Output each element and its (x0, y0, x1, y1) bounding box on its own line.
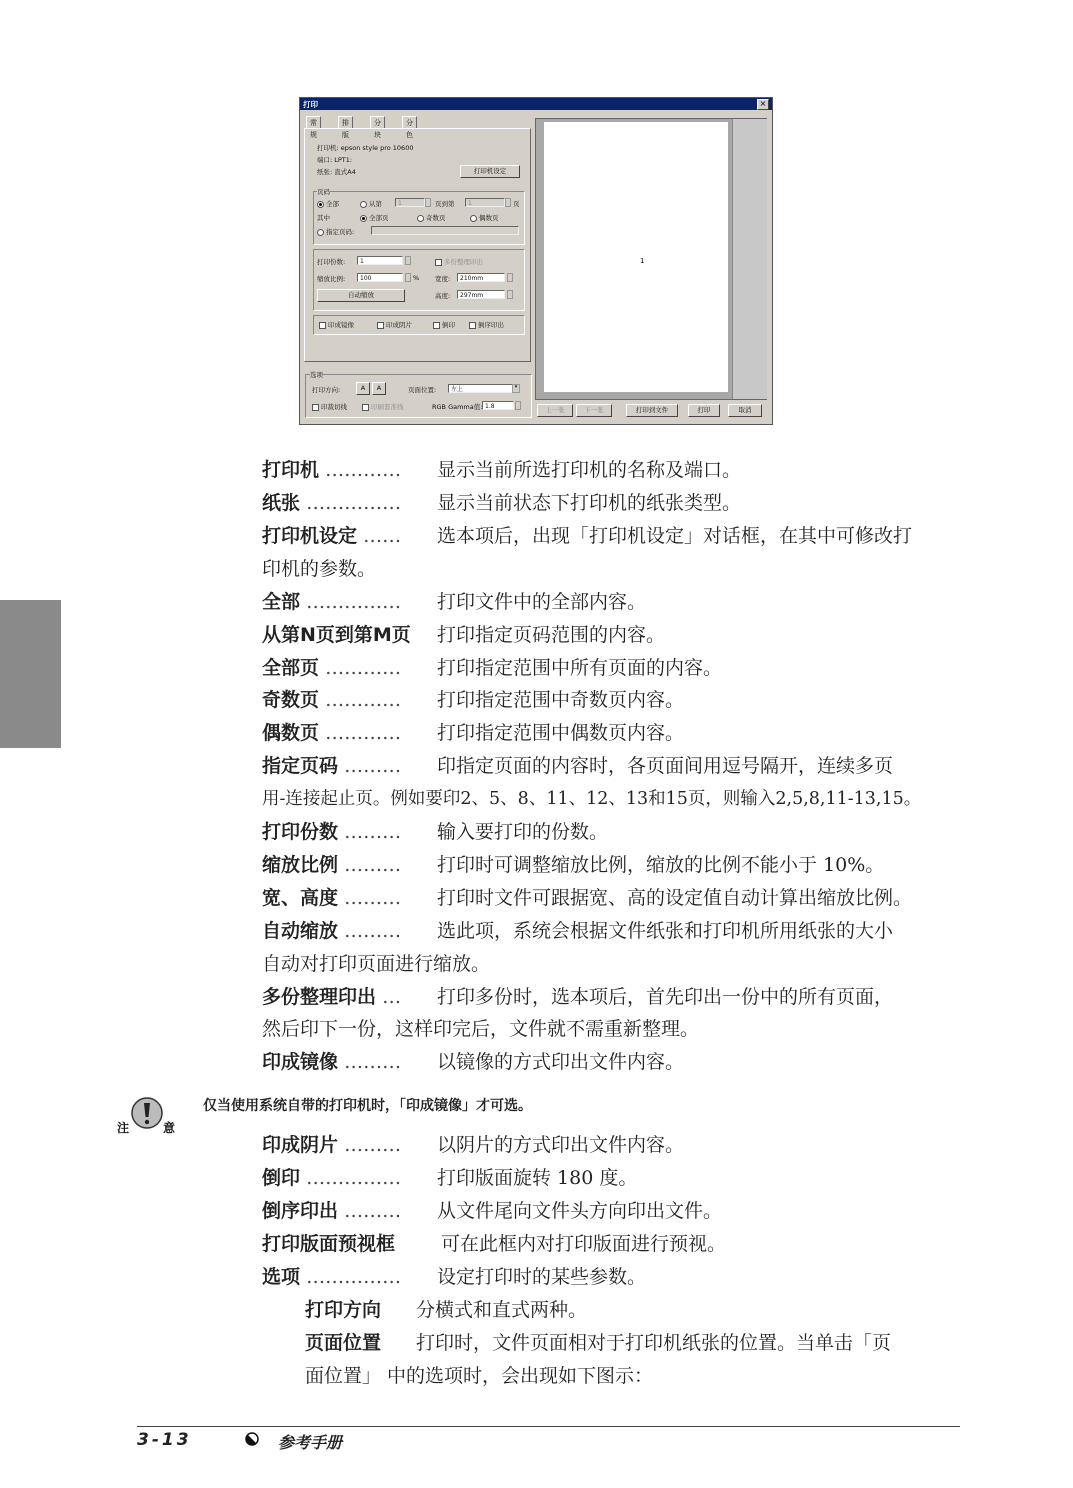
item-range (262, 623, 411, 647)
item-term: 指定页码 (262, 755, 339, 777)
item-dots: …………… (306, 1167, 402, 1189)
item-desc: 打印文件中的全部内容。 (437, 591, 647, 613)
reg-marks-checkbox[interactable] (362, 402, 404, 411)
item-dots: ……… (344, 920, 402, 942)
general-panel (304, 128, 531, 362)
item-desc: 分横式和直式两种。 (416, 1299, 588, 1321)
item-flip (262, 1166, 401, 1190)
item-term: 多份整理印出 (262, 986, 377, 1008)
manual-title: 参考手册 (278, 1433, 343, 1452)
section-tab (0, 600, 61, 748)
note-icon-char-1: 注 (117, 1121, 130, 1135)
item-term: 倒序印出 (262, 1200, 339, 1222)
item-dots: …………… (306, 591, 402, 613)
radio-even-pages-icon (470, 215, 477, 222)
sub-item-orientation (305, 1298, 381, 1322)
item-term: 奇数页 (262, 689, 320, 711)
collate-label: 多份整理印出 (444, 258, 483, 266)
item-options (262, 1265, 401, 1289)
item-term: 页面位置 (305, 1332, 382, 1354)
footer-rule (137, 1426, 960, 1427)
item-desc-cont: 印机的参数。 (262, 558, 377, 580)
radio-range[interactable] (360, 199, 382, 208)
radio-specified-icon (317, 229, 324, 236)
item-dots: …………… (306, 1266, 402, 1288)
scale-spinner[interactable] (405, 273, 411, 282)
item-odd-pages (262, 688, 401, 712)
note-text: 仅当使用系统自带的打印机时，「印成镜像」才可选。 (203, 1098, 532, 1114)
radio-range-icon (360, 201, 367, 208)
width-spinner[interactable] (507, 273, 513, 282)
item-dots: ……… (344, 1134, 402, 1156)
printer-port: 端口: LPT1: (317, 156, 353, 164)
copies-field[interactable]: 1 (357, 256, 403, 265)
item-negative (262, 1133, 401, 1157)
item-dots: ……… (344, 755, 402, 777)
prev-button[interactable]: 上一张 (537, 404, 573, 417)
orientation-label: 打印方向: (312, 386, 341, 394)
item-printer-setup (262, 524, 401, 548)
item-term: 印成镜像 (262, 1051, 339, 1073)
item-auto-scale (262, 919, 401, 943)
radio-all-pages-label: 全部页 (369, 214, 389, 222)
page-position-label: 页面位置: (408, 386, 437, 394)
item-desc: 以阴片的方式印出文件内容。 (437, 1134, 685, 1156)
gamma-label: RGB Gamma值: (432, 403, 483, 411)
item-even-pages (262, 721, 401, 745)
item-desc: 打印多份时，选本项后，首先印出一份中的所有页面， (437, 986, 894, 1008)
crop-marks-label: 印裁切线 (321, 403, 347, 411)
width-field[interactable]: 210mm (457, 273, 505, 282)
item-desc: 打印版面旋转 180 度。 (437, 1167, 638, 1189)
item-desc-cont: 然后印下一份，这样印完后，文件就不需重新整理。 (262, 1018, 700, 1040)
item-desc: 设定打印时的某些参数。 (437, 1266, 647, 1288)
item-dots: ……… (344, 887, 402, 909)
item-term: 印成阴片 (262, 1134, 339, 1156)
dialog-titlebar (300, 98, 772, 110)
page-number: 3-13 (137, 1430, 192, 1450)
item-dots: ………… (325, 459, 402, 481)
item-dots: …… (363, 525, 402, 547)
flip-checkbox[interactable] (433, 320, 455, 329)
radio-specified[interactable] (317, 227, 354, 236)
radio-range-label: 从第 (369, 200, 382, 208)
height-label: 高度: (435, 292, 451, 300)
preview-page-number: 1 (640, 257, 645, 265)
half-circle-icon (245, 1432, 259, 1446)
tab-layout[interactable]: 排版 (338, 116, 353, 129)
options-group (305, 374, 532, 418)
item-desc: 选本项后，出现「打印机设定」对话框，在其中可修改打 (437, 525, 913, 547)
sub-item-page-position (305, 1331, 381, 1355)
options-group-label: 选项 (310, 371, 323, 379)
item-dots: ……… (344, 821, 402, 843)
item-desc: 印指定页面的内容时，各页面间用逗号隔开，连续多页 (437, 755, 894, 777)
height-spinner[interactable] (507, 290, 513, 299)
item-desc: 打印指定范围中所有页面的内容。 (437, 657, 723, 679)
tab-tiling[interactable]: 分块 (370, 116, 385, 129)
item-all-pages (262, 656, 401, 680)
tab-separation[interactable]: 分色 (402, 116, 417, 129)
item-desc: 打印指定范围中奇数页内容。 (437, 689, 685, 711)
close-icon[interactable]: × (757, 99, 769, 110)
crop-marks-checkbox-icon (312, 404, 319, 411)
reg-marks-label: 印刷套准线 (371, 403, 404, 411)
item-specified-pages (262, 754, 401, 778)
item-dots: …………… (306, 492, 402, 514)
item-desc: 输入要打印的份数。 (437, 821, 609, 843)
print-dialog (299, 97, 773, 425)
copies-label: 打印份数: (317, 258, 346, 266)
gamma-spinner[interactable] (515, 401, 521, 410)
printer-setup-button[interactable]: 打印机设定 (460, 165, 520, 178)
scale-label: 缩放比例: (317, 275, 346, 283)
scale-field[interactable]: 100 (357, 273, 403, 282)
radio-odd-pages[interactable] (417, 213, 446, 222)
copies-spinner[interactable] (405, 256, 411, 265)
item-dots: ……… (344, 1051, 402, 1073)
dialog-title: 打印 (303, 100, 318, 109)
item-term: 打印份数 (262, 821, 339, 843)
printer-paper: 纸张: 直式A4 (317, 168, 356, 176)
preview-scrollbar[interactable] (732, 119, 767, 399)
portrait-icon[interactable]: A (356, 382, 370, 395)
radio-odd-pages-icon (417, 215, 424, 222)
landscape-icon[interactable]: A (372, 382, 386, 395)
item-dots: ………… (325, 689, 402, 711)
item-term: 全部 (262, 591, 301, 613)
print-button[interactable]: 打印 (688, 404, 720, 417)
radio-all-pages[interactable] (360, 213, 389, 222)
mirror-checkbox[interactable] (319, 320, 354, 329)
radio-specified-label: 指定页码: (326, 228, 355, 236)
preview-page (544, 122, 728, 392)
item-term: 全部页 (262, 657, 320, 679)
item-term: 打印版面预视框 (262, 1233, 396, 1255)
negative-checkbox[interactable] (377, 320, 412, 329)
item-term: 选项 (262, 1266, 301, 1288)
from-page-field[interactable]: 1 (395, 198, 425, 207)
item-collate (262, 985, 401, 1009)
item-term: 打印方向 (305, 1299, 382, 1321)
item-width-height (262, 886, 401, 910)
radio-all-icon (317, 201, 324, 208)
item-term: 缩放比例 (262, 854, 339, 876)
item-term: 打印机 (262, 459, 320, 481)
item-desc-cont: 面位置」 中的选项时，会出现如下图示： (305, 1365, 654, 1387)
item-term: 宽、高度 (262, 887, 339, 909)
item-desc: 从文件尾向文件头方向印出文件。 (437, 1200, 723, 1222)
to-page-field[interactable]: 1 (465, 198, 505, 207)
print-to-file-button[interactable]: 打印到文件 (626, 404, 678, 417)
flip-checkbox-icon (433, 322, 440, 329)
item-printer (262, 458, 401, 482)
item-mirror (262, 1050, 401, 1074)
gamma-field[interactable]: 1.8 (482, 401, 514, 410)
width-label: 宽度: (435, 275, 451, 283)
mirror-label: 印成镜像 (328, 321, 354, 329)
item-dots: ……… (344, 1200, 402, 1222)
cancel-button[interactable]: 取消 (728, 404, 762, 417)
radio-even-pages[interactable] (470, 213, 499, 222)
reverse-order-checkbox-icon (469, 322, 476, 329)
item-desc-cont: 自动对打印页面进行缩放。 (262, 953, 491, 975)
from-page-spinner[interactable] (425, 198, 431, 207)
crop-marks-checkbox[interactable] (312, 402, 347, 411)
pages-group-label: 页码 (317, 188, 330, 196)
item-dots: ……… (344, 854, 402, 876)
reverse-order-label: 倒序印出 (478, 321, 504, 329)
auto-scale-button[interactable]: 自动缩放 (317, 289, 405, 302)
next-button[interactable]: 下一张 (576, 404, 612, 417)
item-desc: 显示当前所选打印机的名称及端口。 (437, 459, 742, 481)
item-copies (262, 820, 401, 844)
printer-name: 打印机: epson style pro 10600 (317, 144, 414, 152)
item-term: 倒印 (262, 1167, 301, 1189)
among-label: 其中 (317, 214, 330, 222)
item-dots: ………… (325, 657, 402, 679)
radio-all[interactable] (317, 199, 339, 208)
item-reverse-order (262, 1199, 401, 1223)
height-field[interactable]: 297mm (457, 290, 505, 299)
radio-even-pages-label: 偶数页 (479, 214, 499, 222)
item-desc: 打印时文件可跟据宽、高的设定值自动计算出缩放比例。 (437, 887, 913, 909)
mirror-checkbox-icon (319, 322, 326, 329)
note-icon-char-2: 意 (163, 1121, 176, 1135)
item-term: 自动缩放 (262, 920, 339, 942)
item-term: 纸张 (262, 492, 301, 514)
note-icon (117, 1095, 177, 1135)
item-desc: 打印时可调整缩放比例，缩放的比例不能小于 10%。 (437, 854, 885, 876)
item-preview-frame (262, 1232, 395, 1256)
item-term: 打印机设定 (262, 525, 358, 547)
item-desc: 可在此框内对打印版面进行预视。 (441, 1233, 727, 1255)
item-desc-cont: 用-连接起止页。例如要印2、5、8、11、12、13和15页，则输入2,5,8,11-13,15。 (262, 789, 922, 809)
reverse-order-checkbox[interactable] (469, 320, 504, 329)
negative-checkbox-icon (377, 322, 384, 329)
item-dots: … (382, 986, 402, 1008)
item-desc: 显示当前状态下打印机的纸张类型。 (437, 492, 742, 514)
item-scale (262, 853, 401, 877)
item-desc: 以镜像的方式印出文件内容。 (437, 1051, 685, 1073)
item-term: 从第N页到第M页 (262, 624, 411, 646)
reg-marks-checkbox-icon (362, 404, 369, 411)
specified-pages-field[interactable] (371, 226, 519, 235)
page-position-select[interactable]: 左上 (448, 384, 514, 393)
flip-label: 倒印 (442, 321, 455, 329)
preview-frame (535, 118, 767, 400)
radio-all-pages-icon (360, 215, 367, 222)
item-desc: 选此项，系统会根据文件纸张和打印机所用纸张的大小 (437, 920, 894, 942)
item-term: 偶数页 (262, 722, 320, 744)
collate-checkbox[interactable] (435, 257, 483, 266)
radio-all-label: 全部 (326, 200, 339, 208)
negative-label: 印成阴片 (386, 321, 412, 329)
item-desc: 打印指定页码范围的内容。 (437, 624, 666, 646)
item-desc: 打印时，文件页面相对于打印机纸张的位置。当单击「页 (416, 1332, 892, 1354)
page-unit: 页 (513, 200, 520, 208)
item-dots: ………… (325, 722, 402, 744)
collate-checkbox-icon (435, 259, 442, 266)
scale-unit: % (413, 274, 420, 282)
radio-odd-pages-label: 奇数页 (426, 214, 446, 222)
item-all (262, 590, 401, 614)
to-page-label: 页到第 (435, 200, 455, 208)
chevron-down-icon[interactable]: ▾ (512, 384, 520, 393)
item-paper (262, 491, 401, 515)
to-page-spinner[interactable] (505, 198, 511, 207)
item-desc: 打印指定范围中偶数页内容。 (437, 722, 685, 744)
tab-general[interactable]: 常规 (306, 116, 321, 129)
